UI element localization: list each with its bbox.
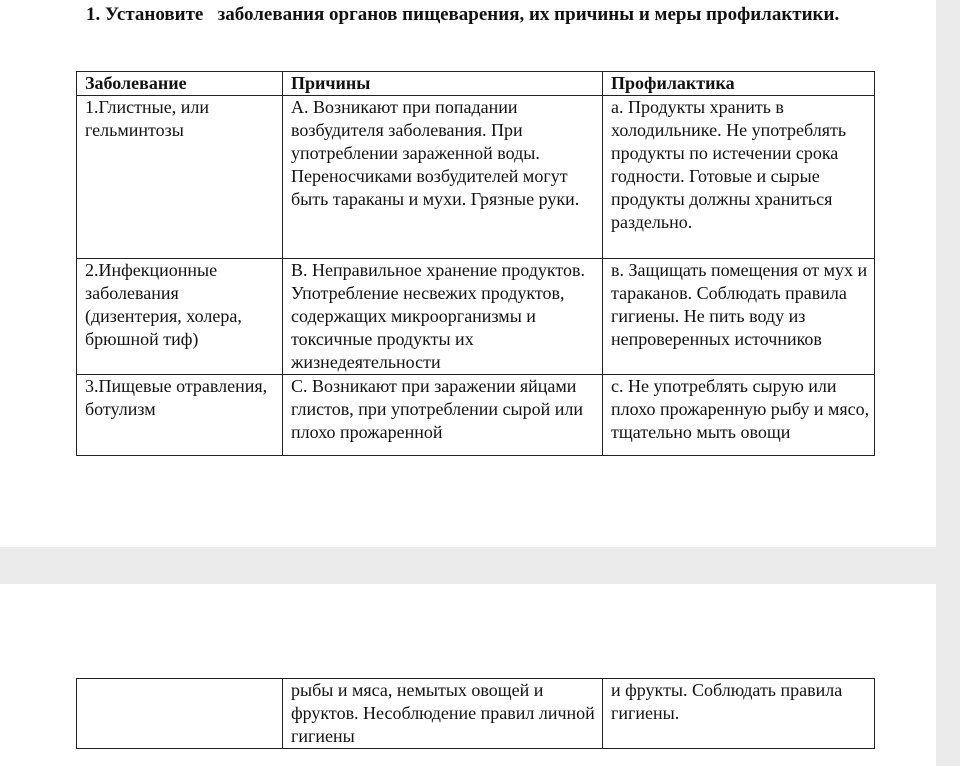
table-row — [77, 96, 875, 259]
diseases-table-continuation — [76, 678, 875, 749]
cell-causes — [283, 375, 603, 456]
cell-text: а. Продукты хранить в холодильнике. Не употреблять продукты по истечении срока годности. Готовые и сырые продукты должны храниться раздельно. — [611, 97, 847, 232]
header-prevention: Профилактика — [603, 72, 875, 96]
cell-text: 1.Глистные, или гельминтозы — [85, 97, 209, 140]
cell-text: с. Не употреблять сырую или плохо прожаренную рыбу и мясо, тщательно мыть овощи — [611, 376, 870, 442]
cell-disease — [77, 679, 283, 749]
cell-prevention — [603, 375, 875, 456]
cell-causes — [283, 259, 603, 375]
cell-text: С. Возникают при заражении яйцами глистов, при употреблении сырой или плохо прожаренной — [291, 376, 583, 442]
table-row — [77, 375, 875, 456]
cell-prevention — [603, 259, 875, 375]
diseases-table — [76, 71, 875, 456]
cell-text: 2.Инфекционные заболевания (дизентерия, холера, брюшной тиф) — [85, 260, 242, 349]
cell-text: рыбы и мяса, немытых овощей и фруктов. Несоблюдение правил личной гигиены — [291, 680, 595, 746]
task-heading: 1. Установите заболевания органов пищеварения, их причины и меры профилактики. — [86, 4, 840, 25]
document-page-2 — [0, 584, 936, 766]
header-disease: Заболевание — [77, 72, 283, 96]
table-header-row — [77, 72, 875, 96]
cell-text: 3.Пищевые отравления, ботулизм — [85, 376, 268, 419]
cell-text: в. Защищать помещения от мух и тараканов. Соблюдать правила гигиены. Не пить воду из непроверенных источников — [611, 260, 868, 349]
table-row — [77, 679, 875, 749]
cell-text: В. Неправильное хранение продуктов. Употребление несвежих продуктов, содержащих микроорганизмы и токсичные продукты их жизнедеятельности — [291, 260, 586, 372]
cell-causes — [283, 679, 603, 749]
cell-disease — [77, 375, 283, 456]
cell-causes — [283, 96, 603, 259]
table-row — [77, 259, 875, 375]
cell-prevention — [603, 96, 875, 259]
cell-text: А. Возникают при попадании возбудителя заболевания. При употреблении зараженной воды. Переносчиками возбудителей могут быть тараканы и мухи. Грязные руки. — [291, 97, 580, 209]
cell-disease — [77, 96, 283, 259]
header-causes: Причины — [283, 72, 603, 96]
cell-text: и фрукты. Соблюдать правила гигиены. — [611, 680, 843, 723]
cell-prevention — [603, 679, 875, 749]
cell-disease — [77, 259, 283, 375]
